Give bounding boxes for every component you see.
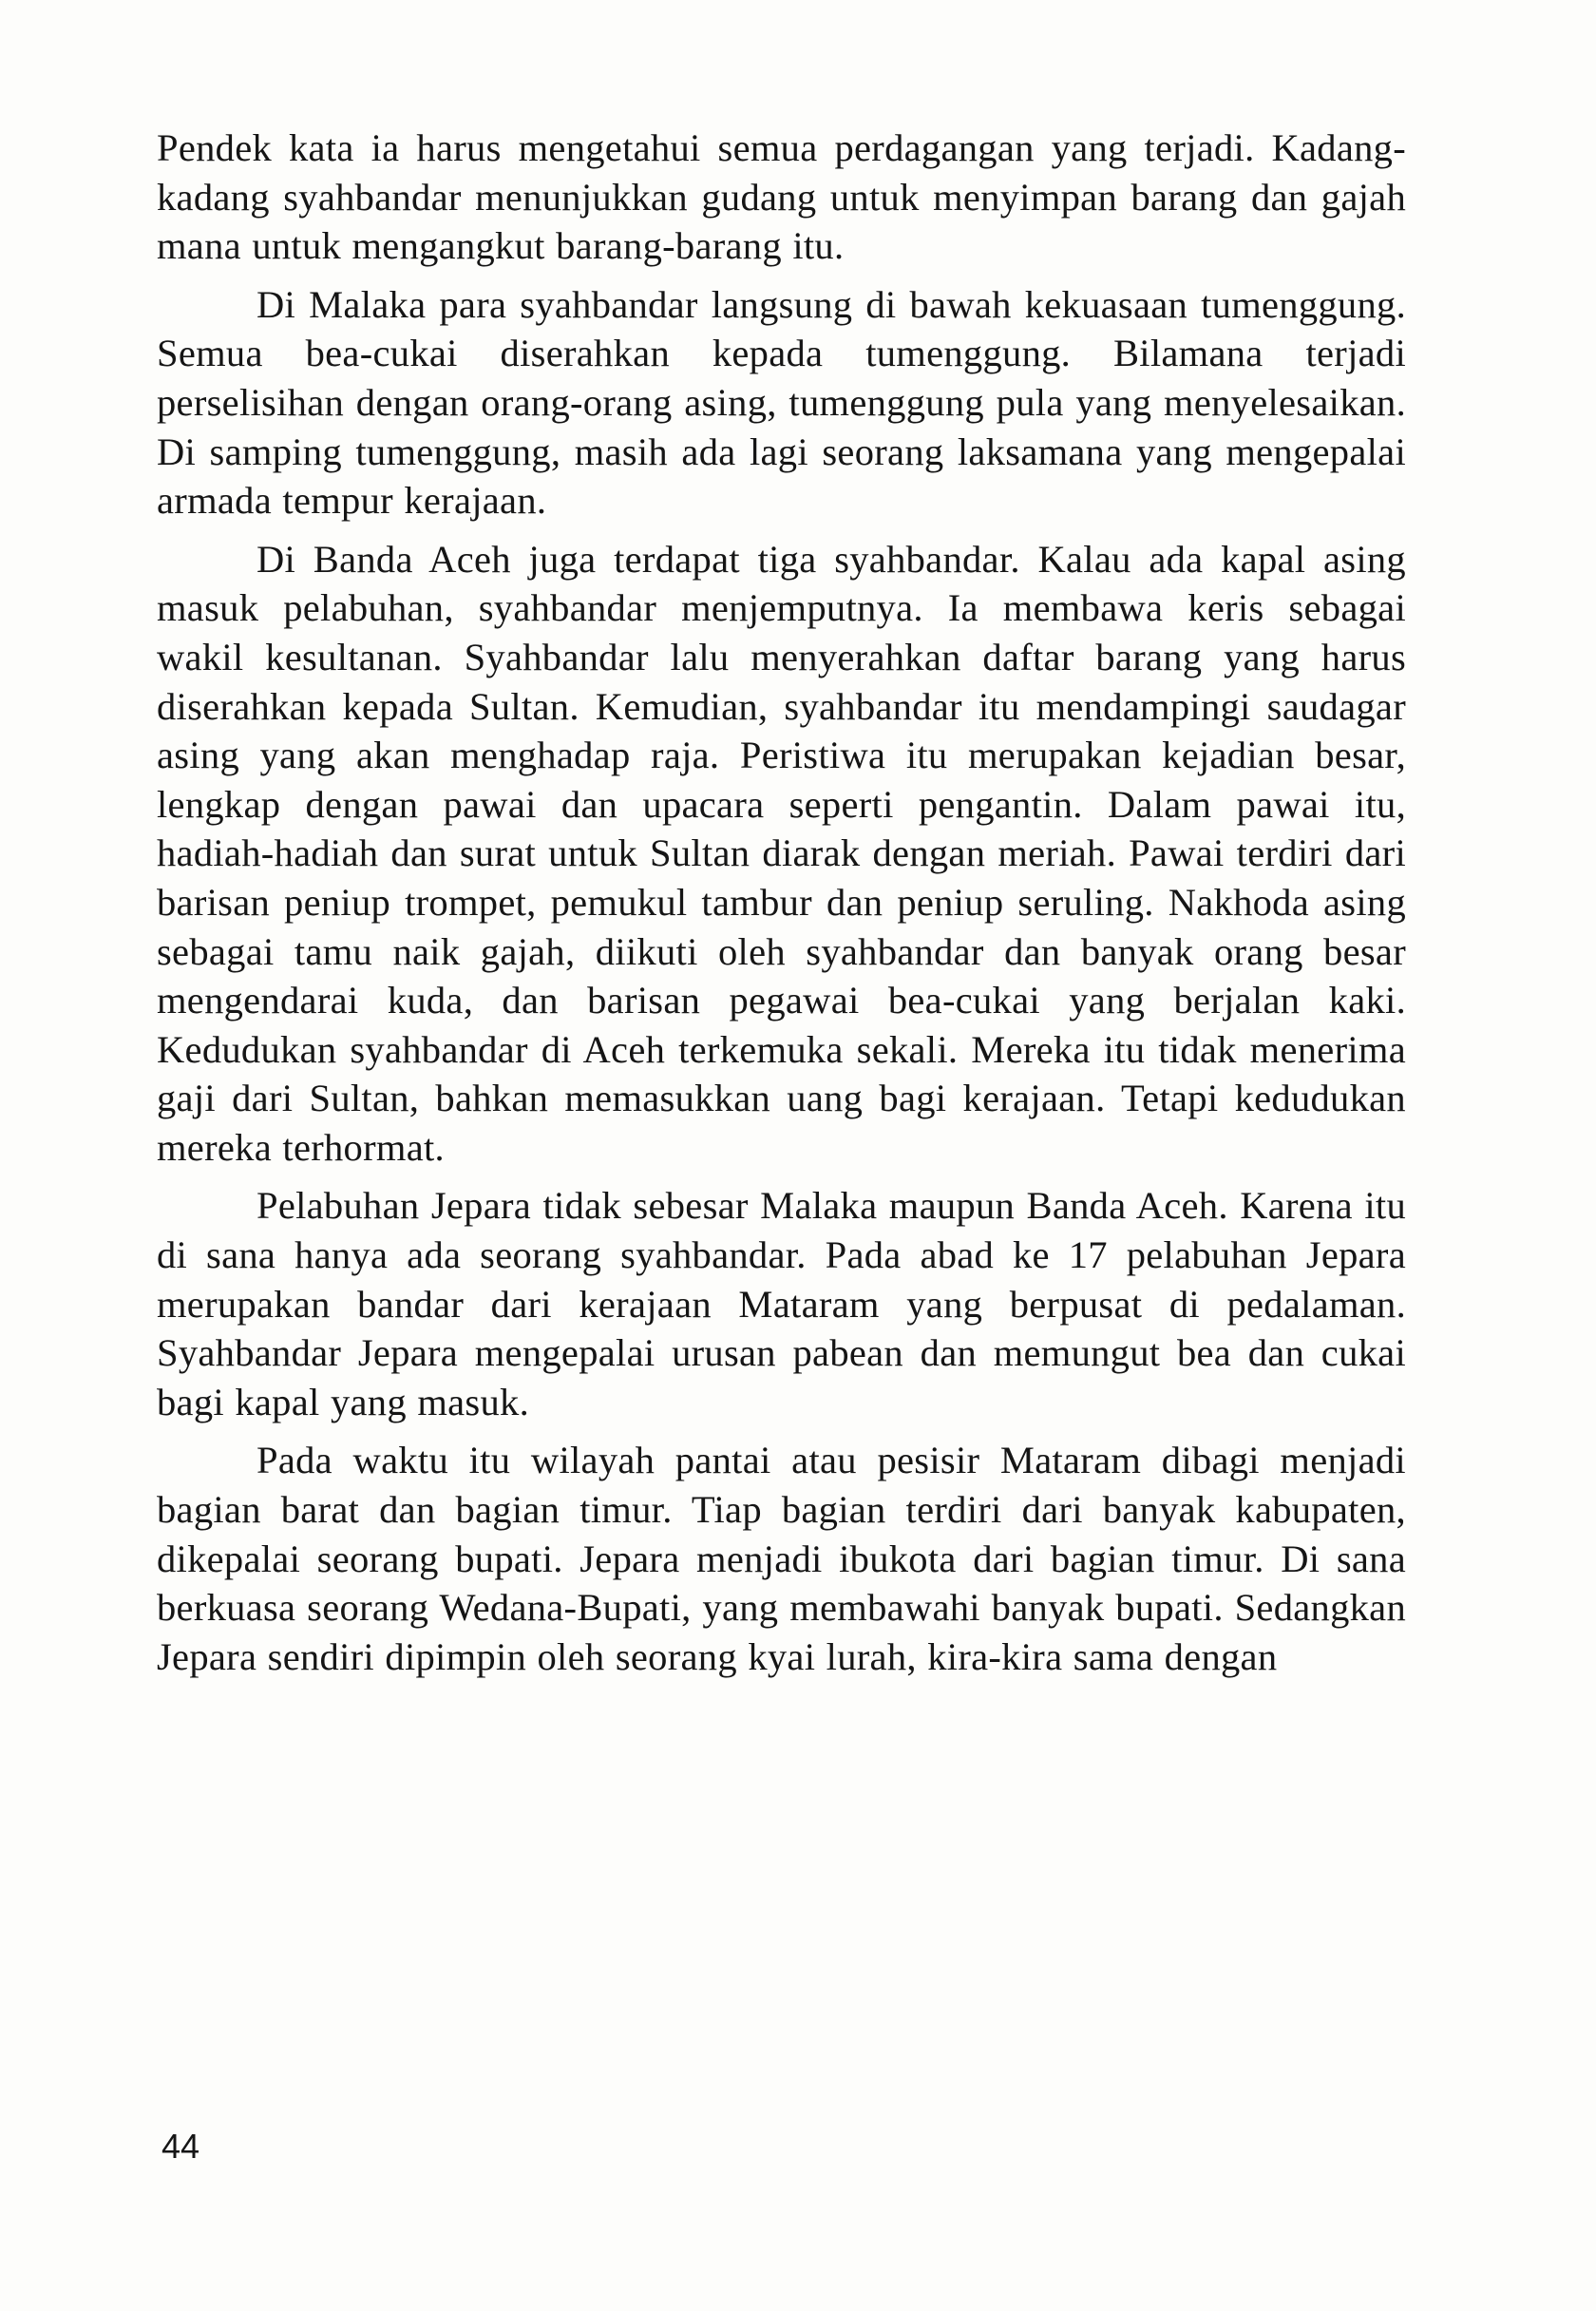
- body-text: [157, 124, 1406, 1690]
- paragraph-4: Pelabuhan Jepara tidak sebesar Malaka maupun Banda Aceh. Karena itu di sana hanya ada seorang syahbandar. Pada abad ke 17 pelabuhan Jepara merupakan bandar dari kerajaan Mataram yang berpusat di pedalaman. Syahbandar Jepara mengepalai urusan pabean dan memungut bea dan cukai bagi kapal yang masuk.: [157, 1184, 1406, 1423]
- page-number: 44: [162, 2127, 200, 2166]
- paragraph-5: Pada waktu itu wilayah pantai atau pesisir Mataram dibagi menjadi bagian barat dan bagian timur. Tiap bagian terdiri dari banyak kabupaten, dikepalai seorang bupati. Jepara menjadi ibukota dari bagian timur. Di sana berkuasa seorang Wedana-Bupati, yang membawahi banyak bupati. Sedangkan Jepara sendiri dipimpin oleh seorang kyai lurah, kira-kira sama dengan: [157, 1439, 1406, 1678]
- paragraph-3: Di Banda Aceh juga terdapat tiga syahbandar. Kalau ada kapal asing masuk pelabuhan, syahbandar menjemputnya. Ia membawa keris sebagai wakil kesultanan. Syahbandar lalu menyerahkan daftar barang yang harus diserahkan kepada Sultan. Kemudian, syahbandar itu mendampingi saudagar asing yang akan menghadap raja. Peristiwa itu merupakan kejadian besar, lengkap dengan pawai dan upacara seperti pengantin. Dalam pawai itu, hadiah-hadiah dan surat untuk Sultan diarak dengan meriah. Pawai terdiri dari barisan peniup trompet, pemukul tambur dan peniup seruling. Nakhoda asing sebagai tamu naik gajah, diikuti oleh syahbandar dan banyak orang besar mengendarai kuda, dan barisan pegawai bea-cukai yang berjalan kaki. Kedudukan syahbandar di Aceh terkemuka sekali. Mereka itu tidak menerima gaji dari Sultan, bahkan memasukkan uang bagi kerajaan. Tetapi kedudukan mereka terhormat.: [157, 537, 1406, 1169]
- paragraph-1: Pendek kata ia harus mengetahui semua perdagangan yang terjadi. Kadang-kadang syahbandar menunjukkan gudang untuk menyimpan barang dan gajah mana untuk mengangkut barang-barang itu.: [157, 126, 1406, 268]
- paragraph-2: Di Malaka para syahbandar langsung di bawah kekuasaan tumenggung. Semua bea-cukai diserahkan kepada tumenggung. Bilamana terjadi perselisihan dengan orang-orang asing, tumenggung pula yang menyelesaikan. Di samping tumenggung, masih ada lagi seorang laksamana yang mengepalai armada tempur kerajaan.: [157, 282, 1406, 523]
